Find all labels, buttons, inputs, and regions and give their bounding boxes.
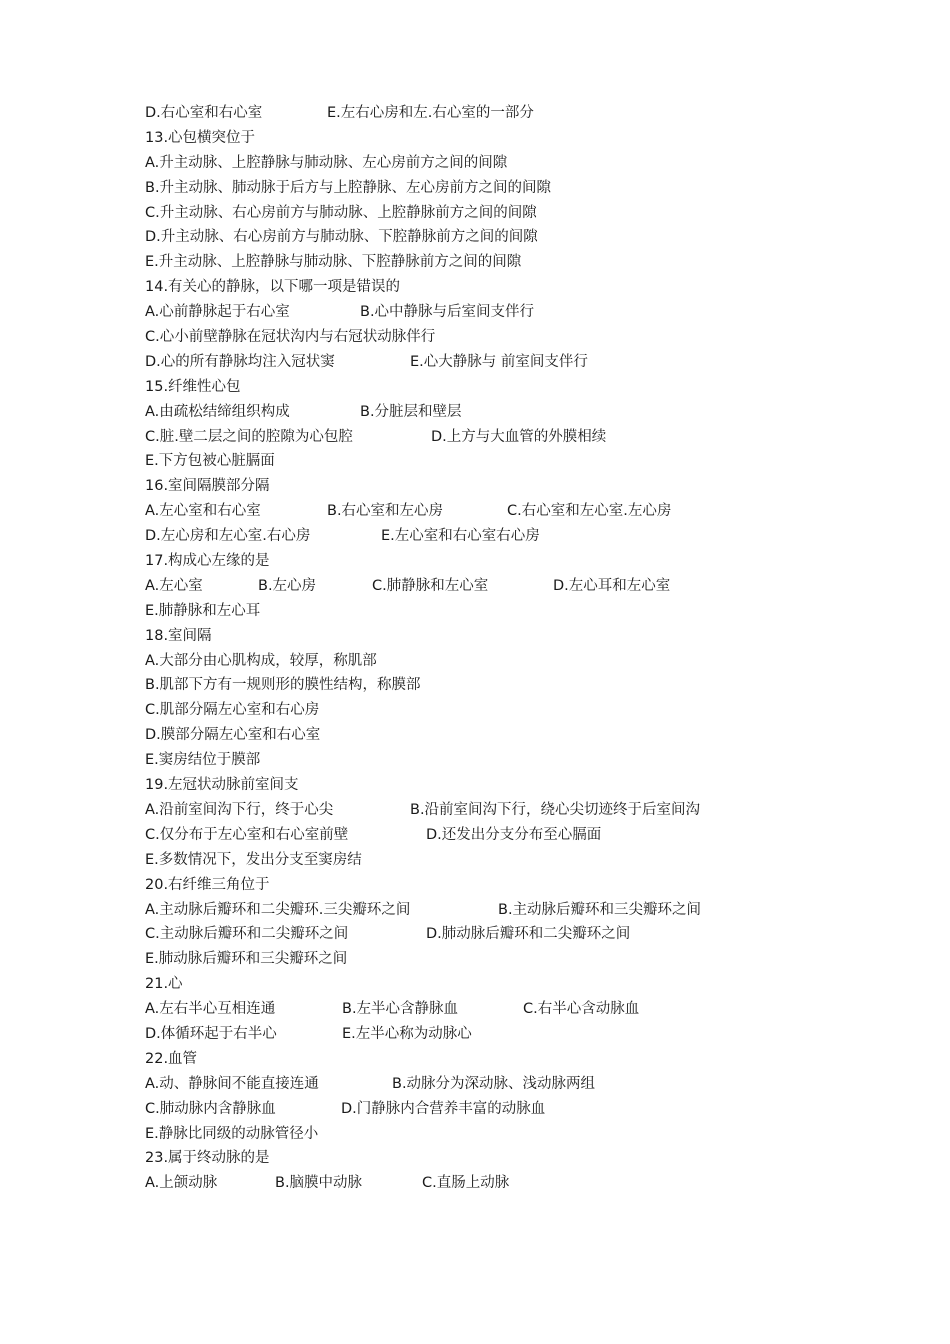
answer-option: E.肺动脉后瓣环和三尖瓣环之间 bbox=[145, 951, 348, 968]
answer-option: E.窦房结位于膜部 bbox=[145, 752, 261, 769]
document-page bbox=[145, 101, 865, 1196]
answer-option: A.大部分由心肌构成，较厚，称肌部 bbox=[145, 652, 377, 669]
answer-option: A.左心室 bbox=[145, 577, 203, 594]
question-stem: 22.血管 bbox=[145, 1050, 198, 1067]
text-line bbox=[145, 201, 865, 226]
answer-option: D.门静脉内合营养丰富的动脉血 bbox=[341, 1100, 546, 1117]
answer-option: B.分脏层和壁层 bbox=[360, 403, 462, 420]
text-line bbox=[145, 375, 865, 400]
text-line bbox=[145, 898, 865, 923]
answer-option: E.多数情况下，发出分支至窦房结 bbox=[145, 851, 362, 868]
question-stem: 17.构成心左缘的是 bbox=[145, 553, 270, 570]
text-line bbox=[145, 1047, 865, 1072]
answer-option: A.左心室和右心室 bbox=[145, 503, 261, 520]
text-line bbox=[145, 1022, 865, 1047]
answer-option: C.脏.壁二层之间的腔隙为心包腔 bbox=[145, 428, 353, 445]
text-line bbox=[145, 524, 865, 549]
text-line bbox=[145, 300, 865, 325]
text-line bbox=[145, 400, 865, 425]
question-stem: 21.心 bbox=[145, 976, 183, 993]
text-line bbox=[145, 947, 865, 972]
answer-option: C.右心室和左心室.左心房 bbox=[507, 503, 672, 520]
answer-option: B.左半心含静脉血 bbox=[342, 1001, 459, 1018]
question-stem: 16.室间隔膜部分隔 bbox=[145, 478, 270, 495]
answer-option: B.沿前室间沟下行，绕心尖切迹终于后室间沟 bbox=[410, 801, 701, 818]
text-line bbox=[145, 599, 865, 624]
answer-option: B.升主动脉、肺动脉于后方与上腔静脉、左心房前方之间的间隙 bbox=[145, 179, 552, 196]
text-line bbox=[145, 126, 865, 151]
question-stem: 13.心包横突位于 bbox=[145, 129, 256, 146]
answer-option: D.心的所有静脉均注入冠状窦 bbox=[145, 353, 335, 370]
answer-option: B.左心房 bbox=[258, 577, 317, 594]
question-stem: 18.室间隔 bbox=[145, 627, 212, 644]
answer-option: A.由疏松结缔组织构成 bbox=[145, 403, 290, 420]
text-line bbox=[145, 649, 865, 674]
answer-option: B.右心室和左心房 bbox=[327, 503, 444, 520]
answer-option: C.肌部分隔左心室和右心房 bbox=[145, 702, 320, 719]
text-line bbox=[145, 549, 865, 574]
text-line bbox=[145, 325, 865, 350]
text-line bbox=[145, 474, 865, 499]
text-line bbox=[145, 673, 865, 698]
answer-option: C.直肠上动脉 bbox=[422, 1175, 510, 1192]
answer-option: C.升主动脉、右心房前方与肺动脉、上腔静脉前方之间的间隙 bbox=[145, 204, 537, 221]
answer-option: D.左心耳和左心室 bbox=[553, 577, 671, 594]
answer-option: B.心中静脉与后室间支伴行 bbox=[360, 304, 535, 321]
text-line bbox=[145, 1097, 865, 1122]
answer-option: D.还发出分支分布至心膈面 bbox=[426, 826, 602, 843]
text-line bbox=[145, 1122, 865, 1147]
text-line bbox=[145, 873, 865, 898]
answer-option: C.肺动脉内含静脉血 bbox=[145, 1100, 276, 1117]
answer-option: B.动脉分为深动脉、浅动脉两组 bbox=[392, 1075, 596, 1092]
answer-option: E.下方包被心脏膈面 bbox=[145, 453, 275, 470]
answer-option: C.仅分布于左心室和右心室前壁 bbox=[145, 826, 349, 843]
answer-option: E.心大静脉与 前室间支伴行 bbox=[410, 353, 588, 370]
text-line bbox=[145, 574, 865, 599]
text-line bbox=[145, 972, 865, 997]
text-line bbox=[145, 698, 865, 723]
answer-option: A.动、静脉间不能直接连通 bbox=[145, 1075, 319, 1092]
text-line bbox=[145, 798, 865, 823]
text-line bbox=[145, 823, 865, 848]
answer-option: D.肺动脉后瓣环和二尖瓣环之间 bbox=[426, 926, 631, 943]
answer-option: D.膜部分隔左心室和右心室 bbox=[145, 727, 321, 744]
answer-option: B.主动脉后瓣环和三尖瓣环之间 bbox=[498, 901, 702, 918]
answer-option: D.左心房和左心室.右心房 bbox=[145, 528, 311, 545]
answer-option: A.升主动脉、上腔静脉与肺动脉、左心房前方之间的间隙 bbox=[145, 154, 508, 171]
answer-option: B.肌部下方有一规则形的膜性结构，称膜部 bbox=[145, 677, 421, 694]
text-line bbox=[145, 151, 865, 176]
question-stem: 15.纤维性心包 bbox=[145, 378, 241, 395]
text-line bbox=[145, 499, 865, 524]
text-line bbox=[145, 997, 865, 1022]
text-line bbox=[145, 350, 865, 375]
answer-option: A.沿前室间沟下行，终于心尖 bbox=[145, 801, 334, 818]
text-line bbox=[145, 773, 865, 798]
answer-option: D.升主动脉、右心房前方与肺动脉、下腔静脉前方之间的间隙 bbox=[145, 229, 538, 246]
text-line bbox=[145, 275, 865, 300]
text-line bbox=[145, 922, 865, 947]
answer-option: D.上方与大血管的外膜相续 bbox=[431, 428, 607, 445]
text-line bbox=[145, 425, 865, 450]
answer-option: E.左心室和右心室右心房 bbox=[381, 528, 540, 545]
answer-option: D.右心室和右心室 bbox=[145, 105, 263, 121]
question-stem: 23.属于终动脉的是 bbox=[145, 1150, 270, 1167]
text-line bbox=[145, 748, 865, 773]
answer-option: B.脑膜中动脉 bbox=[275, 1175, 363, 1192]
answer-option: A.左右半心互相连通 bbox=[145, 1001, 276, 1018]
answer-option: C.主动脉后瓣环和二尖瓣环之间 bbox=[145, 926, 349, 943]
text-line bbox=[145, 848, 865, 873]
answer-option: C.右半心含动脉血 bbox=[523, 1001, 640, 1018]
text-line bbox=[145, 250, 865, 275]
text-line bbox=[145, 449, 865, 474]
text-line bbox=[145, 101, 865, 126]
text-line bbox=[145, 1146, 865, 1171]
text-line bbox=[145, 176, 865, 201]
text-line bbox=[145, 1072, 865, 1097]
answer-option: C.肺静脉和左心室 bbox=[372, 577, 489, 594]
answer-option: E.肺静脉和左心耳 bbox=[145, 602, 261, 619]
answer-option: A.上颌动脉 bbox=[145, 1175, 218, 1192]
answer-option: E.左右心房和左.右心室的一部分 bbox=[327, 105, 534, 121]
text-line bbox=[145, 723, 865, 748]
answer-option: C.心小前壁静脉在冠状沟内与右冠状动脉伴行 bbox=[145, 329, 436, 346]
answer-option: E.静脉比同级的动脉管径小 bbox=[145, 1125, 319, 1142]
question-stem: 19.左冠状动脉前室间支 bbox=[145, 777, 299, 794]
text-line bbox=[145, 1171, 865, 1196]
answer-option: A.主动脉后瓣环和二尖瓣环.三尖瓣环之间 bbox=[145, 901, 411, 918]
text-line bbox=[145, 225, 865, 250]
answer-option: E.升主动脉、上腔静脉与肺动脉、下腔静脉前方之间的间隙 bbox=[145, 254, 522, 271]
answer-option: D.体循环起于右半心 bbox=[145, 1025, 277, 1042]
question-stem: 20.右纤维三角位于 bbox=[145, 876, 270, 893]
question-stem: 14.有关心的静脉，以下哪一项是错误的 bbox=[145, 279, 401, 296]
answer-option: E.左半心称为动脉心 bbox=[342, 1025, 472, 1042]
answer-option: A.心前静脉起于右心室 bbox=[145, 304, 290, 321]
text-line bbox=[145, 624, 865, 649]
